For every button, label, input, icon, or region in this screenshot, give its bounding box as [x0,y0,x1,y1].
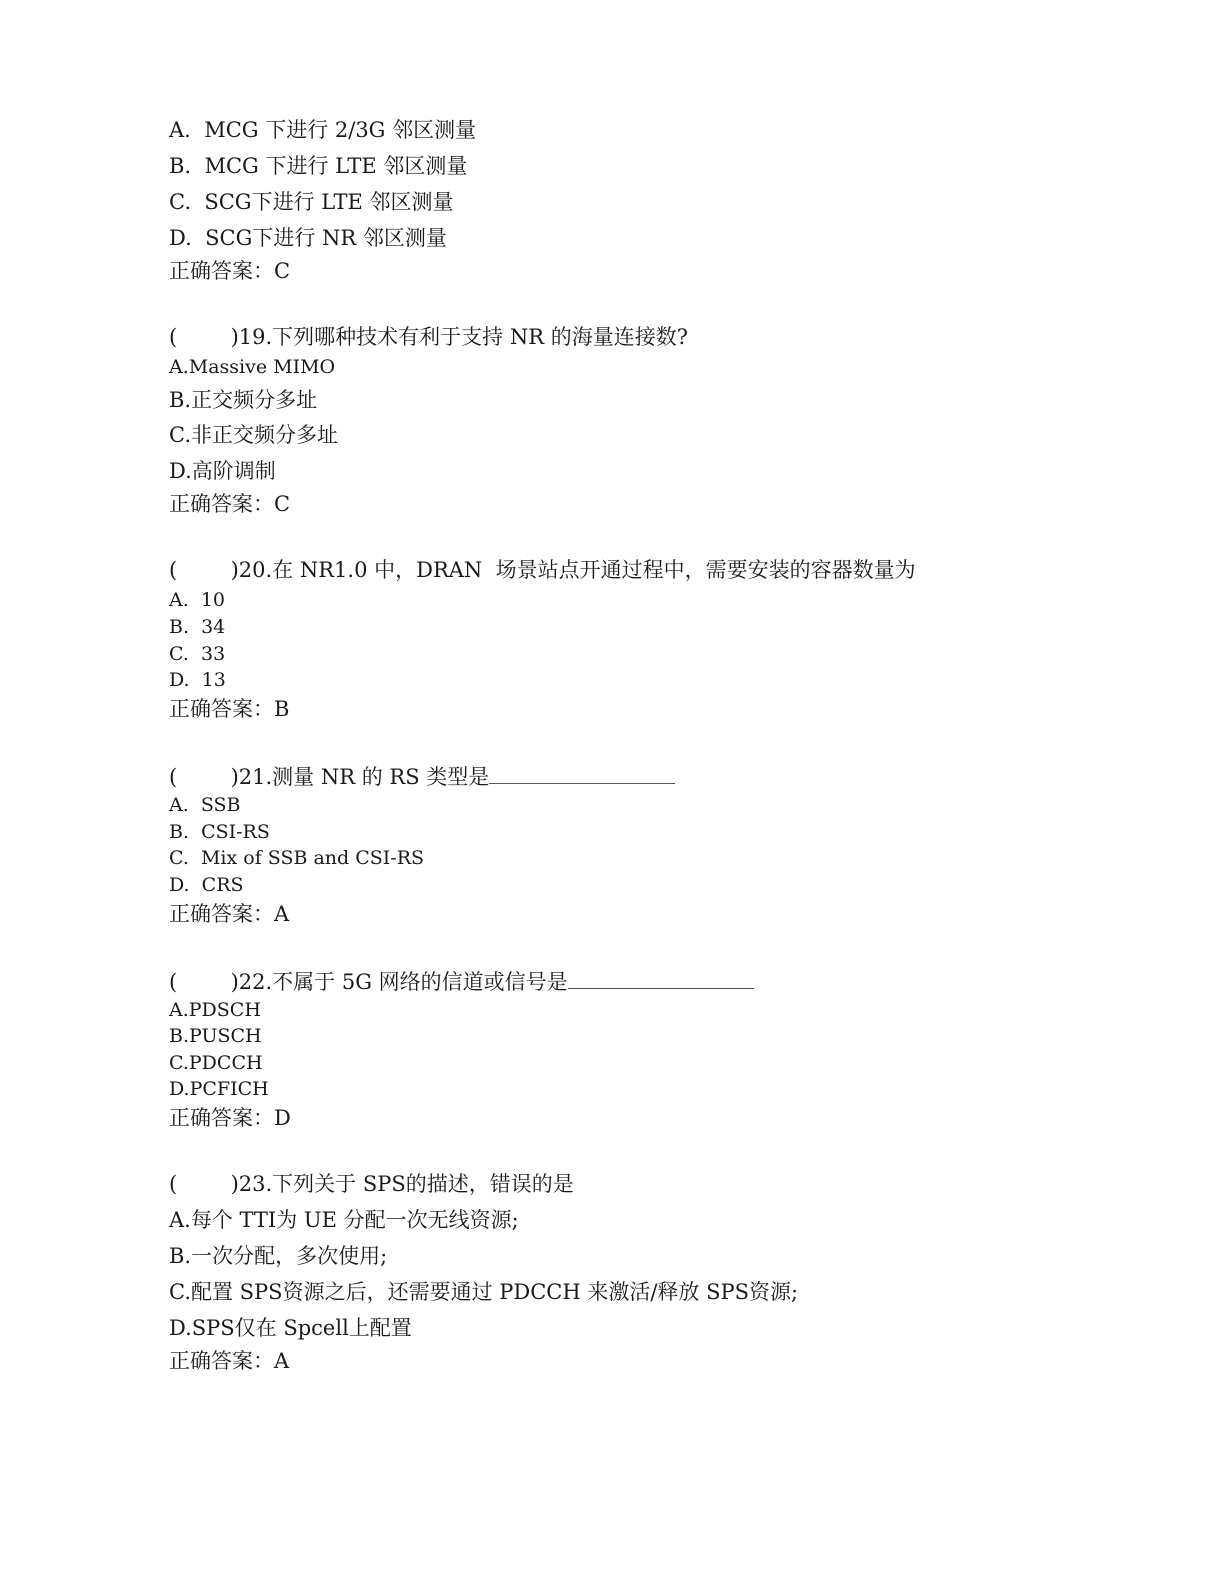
q23-stem: ( )23.下列关于 SPS的描述，错误的是 [169,1172,574,1196]
q22-option-a: A.PDSCH [169,999,261,1021]
q19-option-c: C.非正交频分多址 [169,423,338,447]
q23-option-b: B.一次分配，多次使用; [169,1244,388,1268]
q22-stem-text: ( )22.不属于 5G 网络的信道或信号是 [169,970,568,994]
q18-option-a: A. MCG 下进行 2/3G 邻区测量 [169,118,477,142]
q21-stem-text: ( )21.测量 NR 的 RS 类型是 [169,765,490,789]
q21-answer-blank [489,765,675,784]
q20-option-b: B. 34 [169,616,226,638]
q19-option-b: B.正交频分多址 [169,388,318,412]
q23-answer: 正确答案：A [169,1349,290,1373]
q21-option-b: B. CSI-RS [169,821,270,843]
q18-option-c: C. SCG下进行 LTE 邻区测量 [169,190,454,214]
q21-option-d: D. CRS [169,874,244,896]
q20-option-c: C. 33 [169,643,226,665]
q22-option-d: D.PCFICH [169,1078,269,1100]
q21-option-c: C. Mix of SSB and CSI-RS [169,847,425,869]
q22-option-c: C.PDCCH [169,1052,263,1074]
q18-option-b: B. MCG 下进行 LTE 邻区测量 [169,154,468,178]
q18-option-d: D. SCG下进行 NR 邻区测量 [169,226,447,250]
q22-option-b: B.PUSCH [169,1025,262,1047]
q23-option-c: C.配置 SPS资源之后，还需要通过 PDCCH 来激活/释放 SPS资源; [169,1280,799,1304]
q21-stem [169,765,675,788]
q22-answer: 正确答案：D [169,1106,291,1130]
q22-stem [169,970,754,993]
q19-answer: 正确答案：C [169,492,291,516]
q18-answer: 正确答案：C [169,259,291,283]
q19-option-d: D.高阶调制 [169,459,276,483]
q20-stem: ( )20.在 NR1.0 中，DRAN 场景站点开通过程中，需要安装的容器数量为 [169,558,916,582]
q20-option-d: D. 13 [169,669,226,691]
q21-answer: 正确答案：A [169,902,290,926]
q20-answer: 正确答案：B [169,697,290,721]
q23-option-d: D.SPS仅在 Spcell上配置 [169,1316,412,1340]
q21-option-a: A. SSB [169,794,241,816]
q19-option-a: A.Massive MIMO [169,356,336,378]
q20-option-a: A. 10 [169,589,226,611]
q23-option-a: A.每个 TTI为 UE 分配一次无线资源; [169,1208,519,1232]
q19-stem: ( )19.下列哪种技术有利于支持 NR 的海量连接数? [169,325,688,349]
q22-answer-blank [568,970,754,989]
